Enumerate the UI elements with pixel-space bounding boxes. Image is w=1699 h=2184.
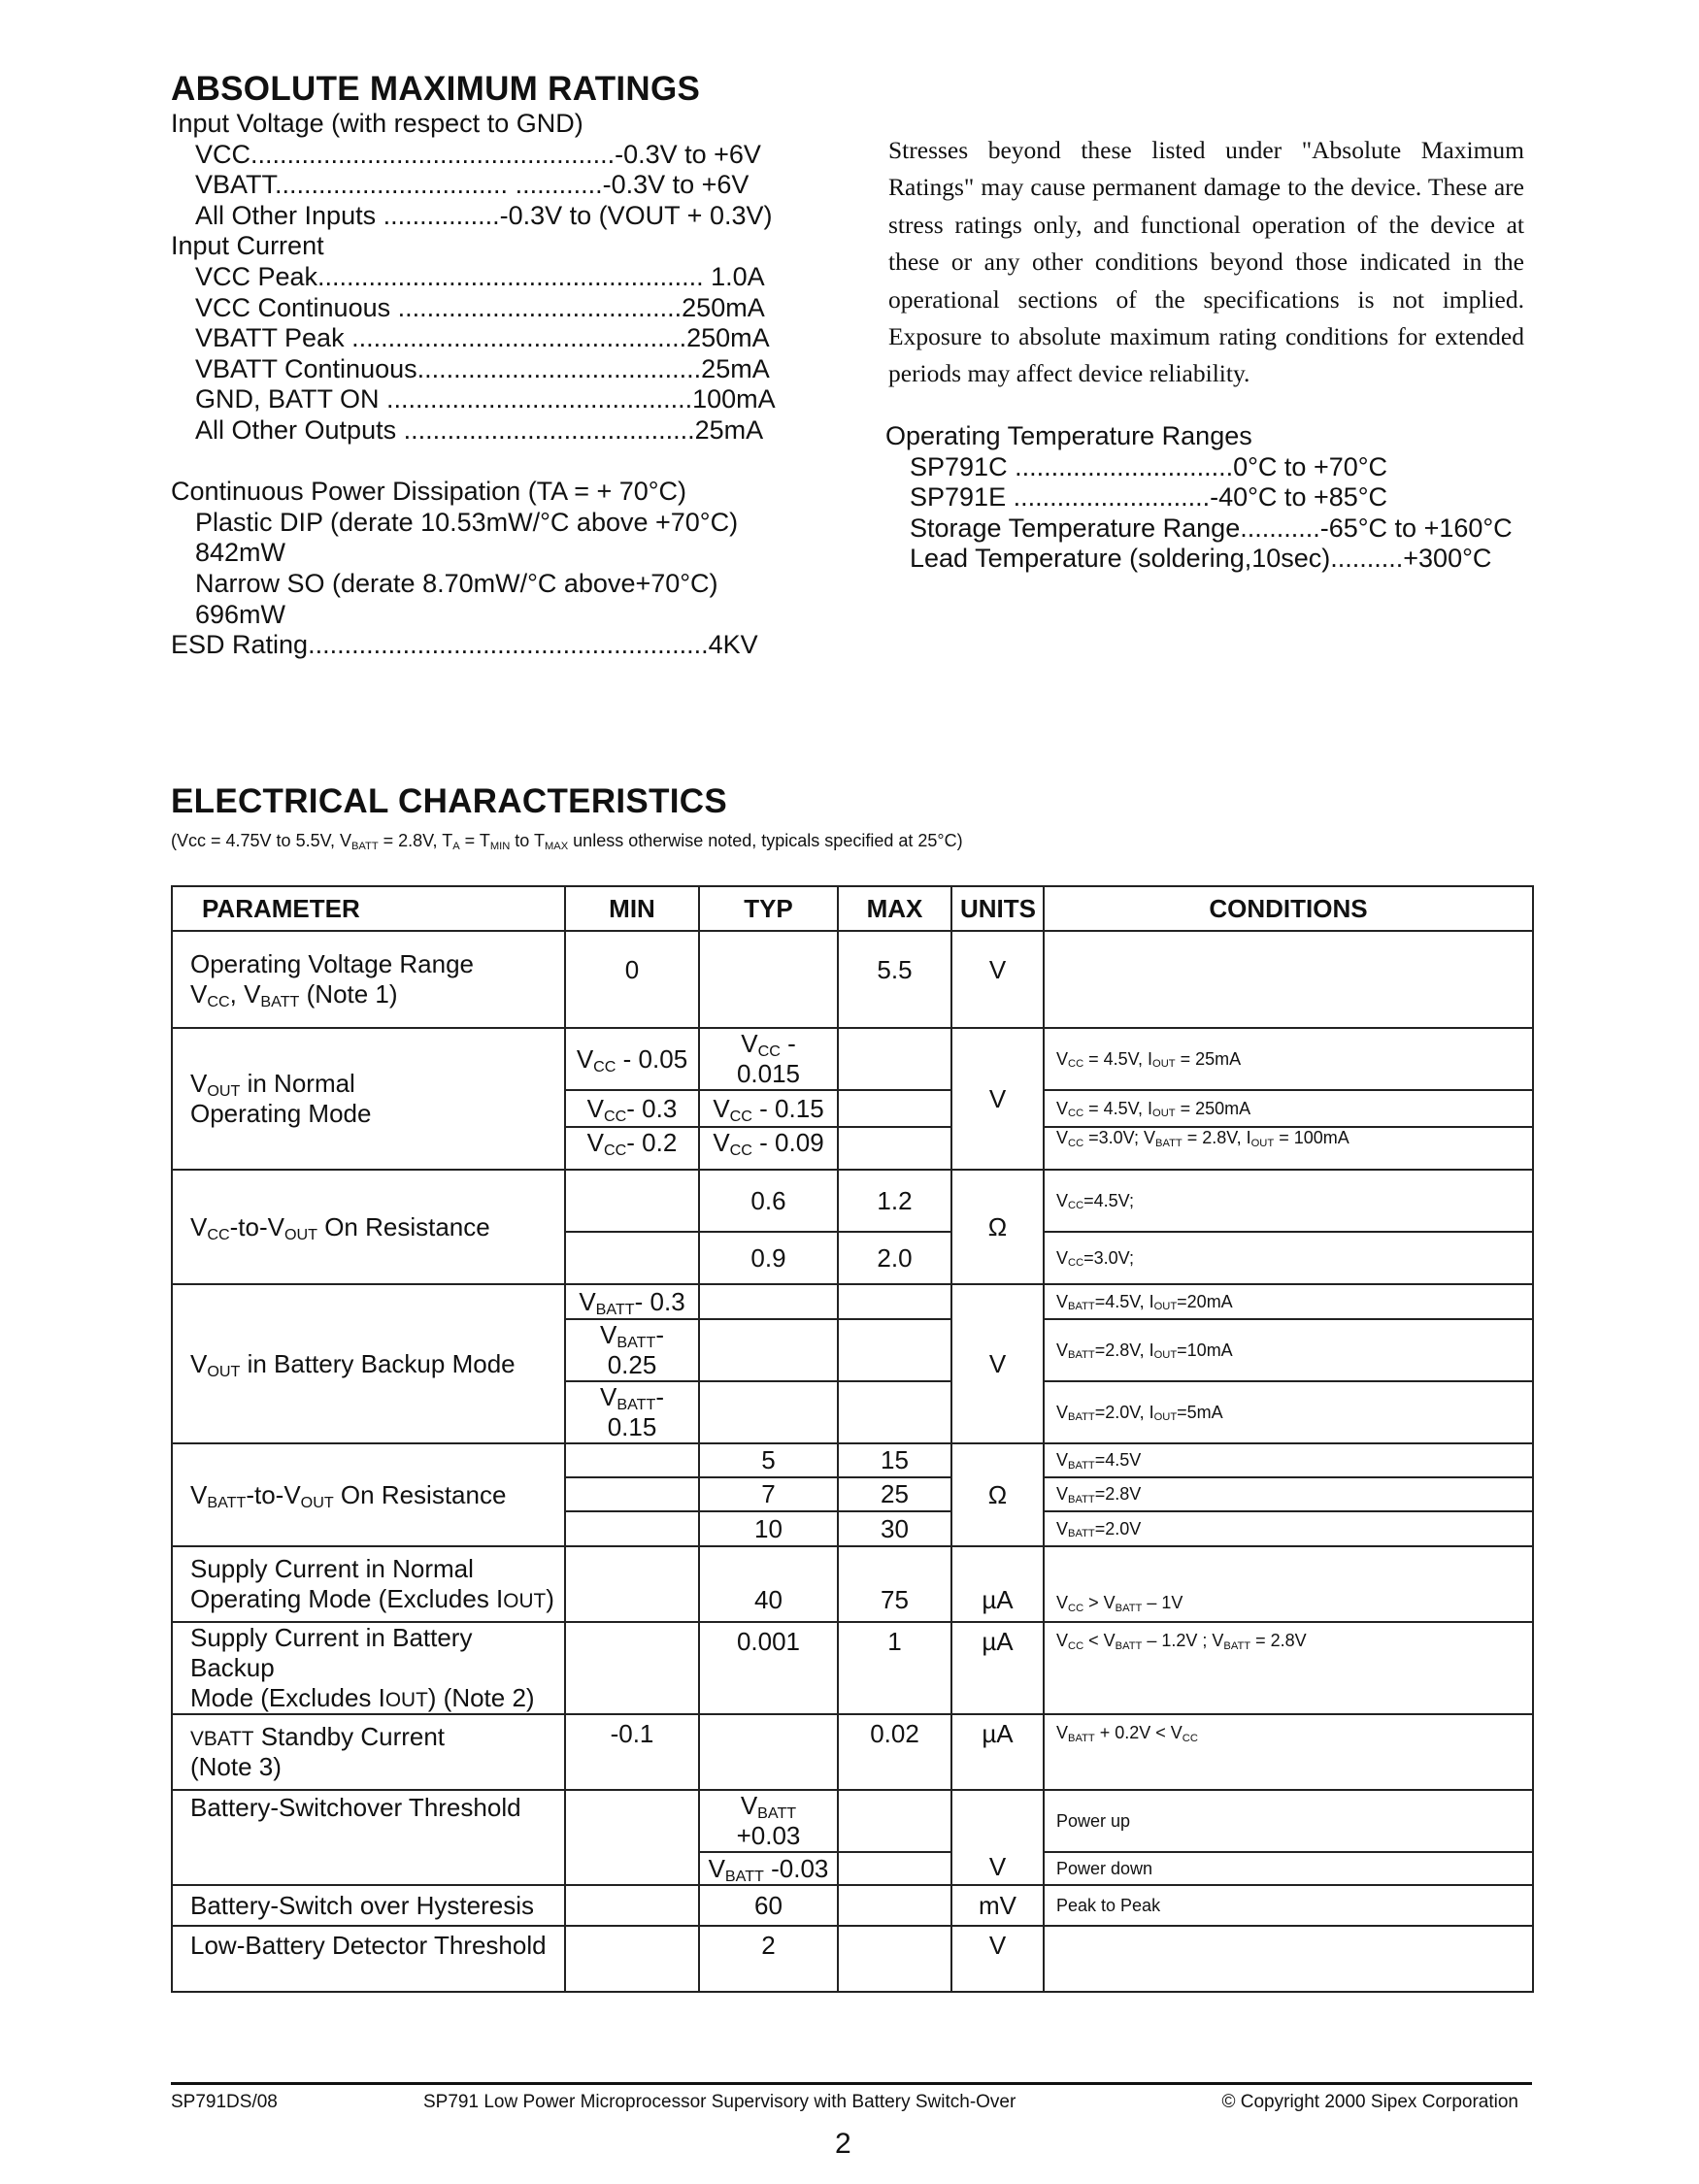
typ-cell bbox=[699, 931, 838, 1028]
max-cell: 2.0 bbox=[838, 1232, 951, 1284]
max-cell: 1 bbox=[838, 1622, 951, 1714]
spec-line: Narrow SO (derate 8.70mW/°C above+70°C) bbox=[195, 568, 718, 598]
hdr-max: MAX bbox=[838, 886, 951, 931]
spec-line: Input Voltage (with respect to GND) bbox=[171, 109, 583, 138]
spec-line: 842mW bbox=[195, 538, 286, 568]
footer-rule bbox=[171, 2082, 1532, 2085]
cond-cell bbox=[1044, 931, 1533, 1028]
min-cell bbox=[565, 1622, 699, 1714]
page-number: 2 bbox=[835, 2128, 851, 2160]
param-cell: Battery-Switch over Hysteresis bbox=[172, 1885, 565, 1926]
spec-line: GND, BATT ON ..........................................100mA bbox=[195, 384, 776, 414]
hdr-parameter: PARAMETER bbox=[172, 886, 565, 931]
param-cell: Supply Current in Battery Backup Mode (Excludes IOUT) (Note 2) bbox=[172, 1622, 565, 1714]
typ-cell bbox=[699, 1381, 838, 1443]
footer-copyright: © Copyright 2000 Sipex Corporation bbox=[1221, 2092, 1518, 2112]
table-row bbox=[172, 1170, 1533, 1232]
max-cell bbox=[838, 1319, 951, 1381]
spec-line: Lead Temperature (soldering,10sec)..........+300°C bbox=[910, 544, 1492, 574]
table-row bbox=[172, 1284, 1533, 1319]
hdr-units: UNITS bbox=[951, 886, 1044, 931]
footer-doc-title: SP791 Low Power Microprocessor Supervisory with Battery Switch-Over bbox=[423, 2092, 1016, 2112]
typ-cell bbox=[699, 1319, 838, 1381]
unit-cell: µA bbox=[951, 1622, 1044, 1714]
temp-ranges bbox=[885, 421, 1536, 575]
param-cell: VOUT in Normal Operating Mode bbox=[172, 1028, 565, 1170]
max-cell bbox=[838, 1284, 951, 1319]
unit-cell: Ω bbox=[951, 1443, 1044, 1546]
max-cell bbox=[838, 1852, 951, 1885]
cond-cell: VBATT=2.8V, IOUT=10mA bbox=[1044, 1319, 1533, 1381]
table-row bbox=[172, 1714, 1533, 1790]
unit-cell: Ω bbox=[951, 1170, 1044, 1284]
param-cell: Operating Voltage Range VCC, VBATT (Note 1) bbox=[172, 931, 565, 1028]
hdr-min: MIN bbox=[565, 886, 699, 931]
max-cell: 25 bbox=[838, 1477, 951, 1511]
cond-cell: VBATT=2.0V, IOUT=5mA bbox=[1044, 1381, 1533, 1443]
cond-cell: VBATT=2.8V bbox=[1044, 1477, 1533, 1511]
cond-cell: VCC=3.0V; bbox=[1044, 1232, 1533, 1284]
cond-cell: VCC =3.0V; VBATT = 2.8V, IOUT = 100mA bbox=[1044, 1127, 1533, 1170]
min-cell bbox=[565, 1170, 699, 1232]
cond-cell: VCC = 4.5V, IOUT = 25mA bbox=[1044, 1028, 1533, 1090]
param-cell: Low-Battery Detector Threshold bbox=[172, 1926, 565, 1992]
typ-cell: VCC - 0.015 bbox=[699, 1028, 838, 1090]
min-cell: VBATT- 0.3 bbox=[565, 1284, 699, 1319]
cond-cell bbox=[1044, 1926, 1533, 1992]
param-cell: Supply Current in Normal Operating Mode (Excludes IOUT) bbox=[172, 1546, 565, 1622]
typ-cell: 60 bbox=[699, 1885, 838, 1926]
ec-table bbox=[171, 885, 1534, 1993]
param-cell: VBATT Standby Current (Note 3) bbox=[172, 1714, 565, 1790]
cond-cell: VCC = 4.5V, IOUT = 250mA bbox=[1044, 1090, 1533, 1127]
hdr-conditions: CONDITIONS bbox=[1044, 886, 1533, 931]
typ-cell: 0.001 bbox=[699, 1622, 838, 1714]
max-cell bbox=[838, 1790, 951, 1852]
min-cell bbox=[565, 1885, 699, 1926]
unit-cell: µA bbox=[951, 1546, 1044, 1622]
max-cell bbox=[838, 1090, 951, 1127]
spec-line: Continuous Power Dissipation (TA = + 70°C) bbox=[171, 477, 687, 507]
hdr-typ: TYP bbox=[699, 886, 838, 931]
min-cell: VCC- 0.2 bbox=[565, 1127, 699, 1170]
spec-line: 696mW bbox=[195, 599, 286, 629]
unit-cell: V bbox=[951, 931, 1044, 1028]
min-cell bbox=[565, 1790, 699, 1885]
spec-line: VBATT................................ ............-0.3V to +6V bbox=[195, 170, 750, 200]
min-cell bbox=[565, 1546, 699, 1622]
spec-line: All Other Outputs ........................................25mA bbox=[195, 414, 764, 445]
max-cell: 15 bbox=[838, 1443, 951, 1477]
param-cell: Battery-Switchover Threshold bbox=[172, 1790, 565, 1885]
spec-line: VCC..................................................-0.3V to +6V bbox=[195, 139, 761, 169]
spec-line: VCC Continuous .......................................250mA bbox=[195, 292, 765, 322]
typ-cell: 40 bbox=[699, 1546, 838, 1622]
amr-list bbox=[171, 109, 812, 661]
cond-cell: VBATT=4.5V bbox=[1044, 1443, 1533, 1477]
max-cell: 1.2 bbox=[838, 1170, 951, 1232]
min-cell bbox=[565, 1232, 699, 1284]
max-cell: 5.5 bbox=[838, 931, 951, 1028]
stress-note: Stresses beyond these listed under "Absolute Maximum Ratings" may cause permanent damage to the device. These are stress ratings only, and functional operation of the device at these or any other conditions beyond those indicated in the operational sections of the specifications is not implied. Exposure to absolute maximum rating conditions for extended periods may affect device reliability. bbox=[888, 136, 1524, 388]
max-cell: 0.02 bbox=[838, 1714, 951, 1790]
cond-cell: VBATT + 0.2V < VCC bbox=[1044, 1714, 1533, 1790]
cond-cell: VBATT=4.5V, IOUT=20mA bbox=[1044, 1284, 1533, 1319]
spec-line: VBATT Continuous.......................................25mA bbox=[195, 353, 770, 383]
table-row bbox=[172, 1926, 1533, 1992]
ec-header-row bbox=[172, 886, 1533, 931]
unit-cell: V bbox=[951, 1926, 1044, 1992]
spec-line: VCC Peak..................................................... 1.0A bbox=[195, 261, 765, 291]
ec-conditions: (Vcc = 4.75V to 5.5V, VBATT = 2.8V, TA = TMIN to TMAX unless otherwise noted, typicals specified at 25°C) bbox=[171, 831, 963, 852]
typ-cell bbox=[699, 1284, 838, 1319]
max-cell bbox=[838, 1926, 951, 1992]
cond-cell: VCC > VBATT – 1V bbox=[1044, 1546, 1533, 1622]
typ-cell: VBATT -0.03 bbox=[699, 1852, 838, 1885]
typ-cell: 0.6 bbox=[699, 1170, 838, 1232]
ec-title: ELECTRICAL CHARACTERISTICS bbox=[171, 782, 727, 820]
table-row bbox=[172, 1885, 1533, 1926]
max-cell bbox=[838, 1028, 951, 1090]
unit-cell: mV bbox=[951, 1885, 1044, 1926]
spec-line: VBATT Peak ..............................................250mA bbox=[195, 323, 770, 353]
table-row bbox=[172, 931, 1533, 1028]
spec-line: Operating Temperature Ranges bbox=[885, 421, 1252, 450]
typ-cell bbox=[699, 1714, 838, 1790]
spec-line: ESD Rating.......................................................4KV bbox=[171, 630, 758, 660]
typ-cell: 0.9 bbox=[699, 1232, 838, 1284]
typ-cell: 10 bbox=[699, 1511, 838, 1546]
typ-cell: VBATT +0.03 bbox=[699, 1790, 838, 1852]
unit-cell: V bbox=[951, 1284, 1044, 1443]
min-cell: VBATT- 0.15 bbox=[565, 1381, 699, 1443]
cond-cell: Power down bbox=[1044, 1852, 1533, 1885]
spec-line: Plastic DIP (derate 10.53mW/°C above +70°C) bbox=[195, 507, 739, 537]
min-cell bbox=[565, 1477, 699, 1511]
table-row bbox=[172, 1546, 1533, 1622]
cond-cell: VCC=4.5V; bbox=[1044, 1170, 1533, 1232]
min-cell: VBATT- 0.25 bbox=[565, 1319, 699, 1381]
cond-cell: Power up bbox=[1044, 1790, 1533, 1852]
min-cell bbox=[565, 1511, 699, 1546]
footer-doc-id: SP791DS/08 bbox=[171, 2092, 278, 2112]
min-cell: 0 bbox=[565, 931, 699, 1028]
spec-line: SP791E ...........................-40°C to +85°C bbox=[910, 482, 1388, 513]
max-cell bbox=[838, 1885, 951, 1926]
param-cell: VCC-to-VOUT On Resistance bbox=[172, 1170, 565, 1284]
max-cell bbox=[838, 1127, 951, 1170]
table-row bbox=[172, 1028, 1533, 1090]
spec-line bbox=[171, 447, 812, 478]
max-cell: 30 bbox=[838, 1511, 951, 1546]
max-cell bbox=[838, 1381, 951, 1443]
spec-line: Input Current bbox=[171, 231, 324, 261]
unit-cell: V bbox=[951, 1790, 1044, 1885]
min-cell: -0.1 bbox=[565, 1714, 699, 1790]
min-cell bbox=[565, 1443, 699, 1477]
unit-cell: µA bbox=[951, 1714, 1044, 1790]
amr-title: ABSOLUTE MAXIMUM RATINGS bbox=[171, 70, 701, 108]
min-cell bbox=[565, 1926, 699, 1992]
param-cell: VBATT-to-VOUT On Resistance bbox=[172, 1443, 565, 1546]
cond-cell: Peak to Peak bbox=[1044, 1885, 1533, 1926]
table-row bbox=[172, 1790, 1533, 1852]
table-row bbox=[172, 1443, 1533, 1477]
spec-line: All Other Inputs ................-0.3V to (VOUT + 0.3V) bbox=[195, 200, 773, 230]
spec-line: Storage Temperature Range...........-65°C to +160°C bbox=[910, 513, 1513, 543]
typ-cell: VCC - 0.09 bbox=[699, 1127, 838, 1170]
table-row bbox=[172, 1622, 1533, 1714]
min-cell: VCC- 0.3 bbox=[565, 1090, 699, 1127]
max-cell: 75 bbox=[838, 1546, 951, 1622]
typ-cell: 5 bbox=[699, 1443, 838, 1477]
min-cell: VCC - 0.05 bbox=[565, 1028, 699, 1090]
typ-cell: 2 bbox=[699, 1926, 838, 1992]
spec-line: SP791C ..............................0°C to +70°C bbox=[910, 451, 1388, 481]
cond-cell: VBATT=2.0V bbox=[1044, 1511, 1533, 1546]
cond-cell: VCC < VBATT – 1.2V ; VBATT = 2.8V bbox=[1044, 1622, 1533, 1714]
unit-cell: V bbox=[951, 1028, 1044, 1170]
param-cell: VOUT in Battery Backup Mode bbox=[172, 1284, 565, 1443]
typ-cell: VCC - 0.15 bbox=[699, 1090, 838, 1127]
typ-cell: 7 bbox=[699, 1477, 838, 1511]
